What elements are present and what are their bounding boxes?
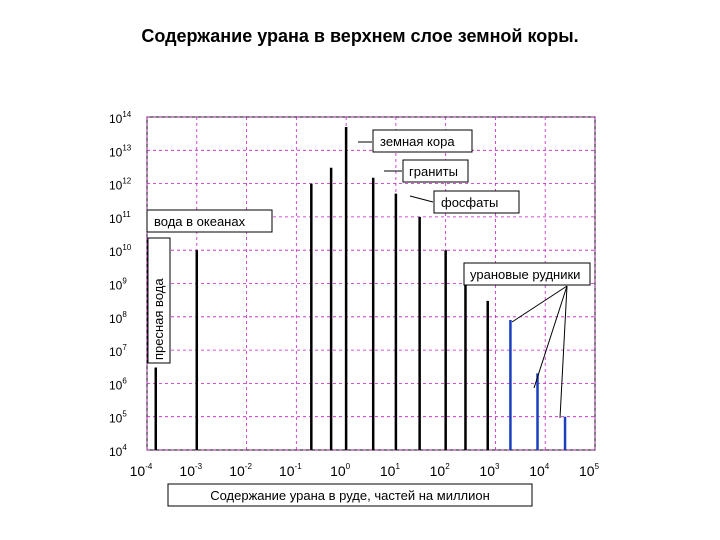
annotation-uranovye-rudniki xyxy=(464,263,590,285)
y-tick-label: $10^{11}$ xyxy=(109,209,131,226)
annotation-label: пресная вода xyxy=(151,278,166,360)
x-axis-label: Содержание урана в руде, частей на миллион xyxy=(210,488,490,503)
annotation-voda-v-okeanah xyxy=(147,210,272,232)
chart-title: Содержание урана в верхнем слое земной коры. xyxy=(141,26,579,46)
annotation-presnaya-voda xyxy=(148,238,170,363)
y-tick-label: $10^{14}$ xyxy=(109,110,132,126)
y-tick-labels xyxy=(109,110,132,459)
y-tick-label: $10^4$ xyxy=(109,443,127,459)
y-tick-label: $10^6$ xyxy=(109,376,127,393)
x-tick-label: $10^{-2}$ xyxy=(229,462,252,479)
annotation-granity xyxy=(403,160,468,182)
x-tick-label: $10^0$ xyxy=(330,462,351,479)
annotation-label: земная кора xyxy=(380,134,455,149)
x-tick-label: $10^5$ xyxy=(578,462,600,479)
y-tick-label: $10^{10}$ xyxy=(109,243,132,260)
y-tick-label: $10^7$ xyxy=(109,343,127,360)
x-tick-label: $10^{-3}$ xyxy=(179,462,203,479)
x-tick-label: $10^{-1}$ xyxy=(278,462,302,479)
y-tick-label: $10^9$ xyxy=(109,276,127,293)
y-tick-label: $10^5$ xyxy=(109,409,127,426)
x-axis-label-box xyxy=(168,484,532,506)
x-tick-label: $10^2$ xyxy=(429,462,450,479)
x-tick-labels xyxy=(130,462,600,479)
annotation-label: граниты xyxy=(409,164,458,179)
x-tick-label: $10^{-4}$ xyxy=(129,462,153,479)
y-tick-label: $10^{13}$ xyxy=(109,143,132,160)
annotation-zemnaya-kora xyxy=(373,130,472,152)
y-tick-label: $10^{12}$ xyxy=(109,176,132,193)
annotation-label: вода в океанах xyxy=(154,214,246,229)
y-tick-label: $10^8$ xyxy=(109,309,127,326)
x-tick-label: $10^3$ xyxy=(479,462,500,479)
annotation-label: фосфаты xyxy=(441,195,499,210)
annotation-fosfaty xyxy=(434,191,519,213)
x-tick-label: $10^4$ xyxy=(529,462,550,479)
annotation-label: урановые рудники xyxy=(470,267,581,282)
x-tick-label: $10^1$ xyxy=(379,462,400,479)
